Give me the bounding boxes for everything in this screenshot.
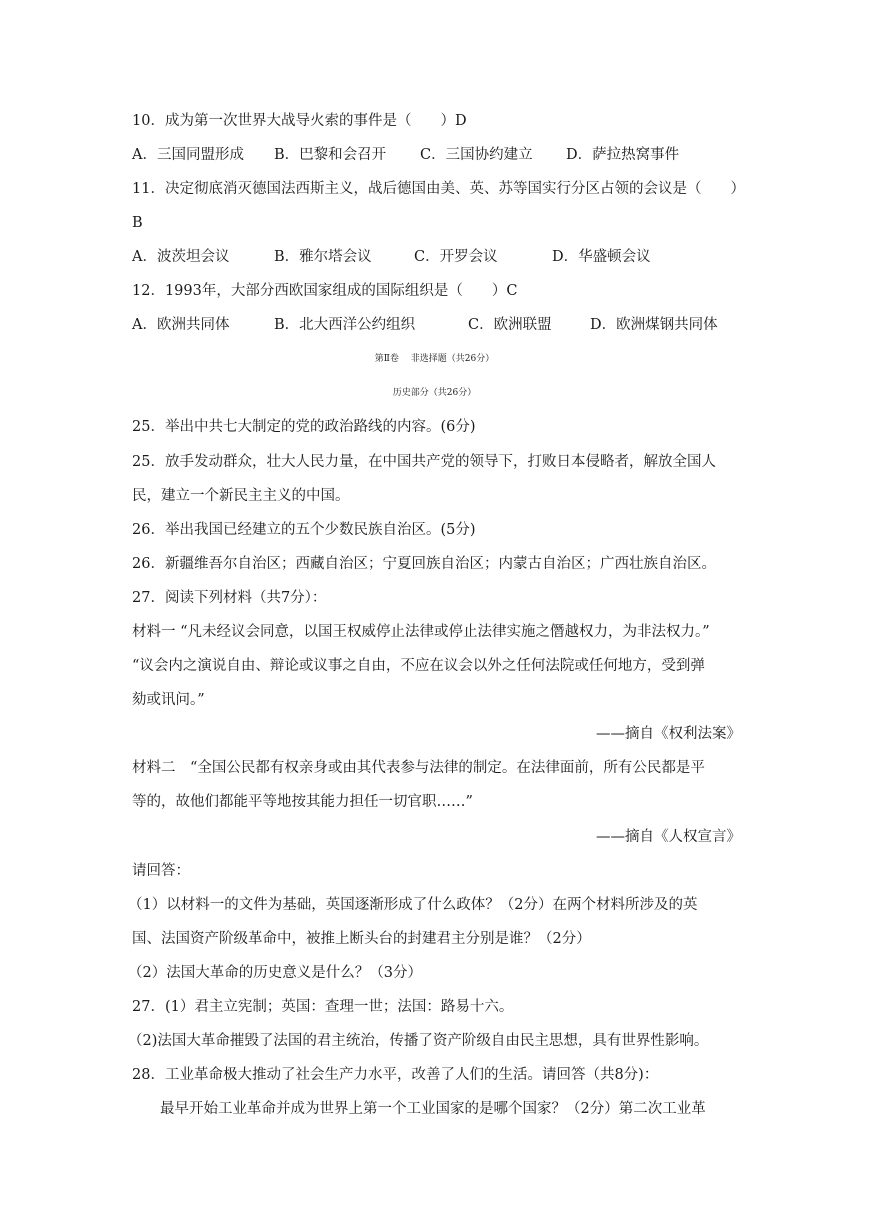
q27-sub1-line2: 国、法国资产阶级革命中，被推上断头台的封建君主分别是谁？（2分） — [132, 931, 591, 947]
q27-intro: 27．阅读下列材料（共7分）： — [132, 590, 327, 606]
q27-material1-line1: 材料一 “凡未经议会同意，以国王权威停止法律或停止法律实施之僭越权力，为非法权力。” — [132, 624, 710, 640]
q11-stem: 11．决定彻底消灭德国法西斯主义，战后德国由美、英、苏等国实行分区占领的会议是（ ） — [132, 181, 745, 197]
q27-prompt: 请回答： — [132, 863, 190, 879]
q28-intro: 28．工业革命极大推动了社会生产力水平，改善了人们的生活。请回答（共8分)： — [132, 1067, 659, 1083]
q25-answer-line2: 民，建立一个新民主主义的中国。 — [132, 488, 350, 504]
q10-option-d: D．萨拉热窝事件 — [566, 147, 680, 163]
q27-material2-line2: 等的，故他们都能平等地按其能力担任一切官职……” — [132, 794, 473, 810]
q27-answer2: （2)法国大革命摧毁了法国的君主统治，传播了资产阶级自由民主思想，具有世界性影响。 — [128, 1033, 709, 1049]
q27-material2-line1: 材料二 “全国公民都有权亲身或由其代表参与法律的制定。在法律面前，所有公民都是平 — [132, 760, 705, 776]
q12-option-d: D．欧洲煤钢共同体 — [590, 317, 718, 333]
q10-option-b: B．巴黎和会召开 — [274, 147, 387, 163]
q11-option-d: D．华盛顿会议 — [552, 249, 651, 265]
q27-material1-line3: 劾或讯问。” — [132, 692, 205, 708]
q10-option-c: C．三国协约建立 — [420, 147, 533, 163]
section-subtitle: 历史部分（共26分） — [392, 388, 477, 398]
q26-question: 26．举出我国已经建立的五个少数民族自治区。(5分) — [132, 522, 476, 538]
q26-answer: 26．新疆维吾尔自治区；西藏自治区；宁夏回族自治区；内蒙古自治区；广西壮族自治区。 — [132, 556, 716, 572]
q27-source2: ——摘自《人权宣言》 — [596, 829, 741, 845]
q27-sub1-line1: （1）以材料一的文件为基础，英国逐渐形成了什么政体？（2分）在两个材料所涉及的英 — [128, 897, 698, 913]
q11-answer: B — [132, 215, 143, 231]
q12-stem: 12．1993年，大部分西欧国家组成的国际组织是（ ）C — [132, 283, 518, 299]
q27-answer1: 27．(1）君主立宪制；英国：查理一世；法国：路易十六。 — [132, 999, 514, 1015]
q10-stem: 10．成为第一次世界大战导火索的事件是（ ）D — [132, 113, 467, 129]
q12-option-b: B．北大西洋公约组织 — [274, 317, 416, 333]
q12-option-a: A．欧洲共同体 — [132, 317, 230, 333]
section-title: 第Ⅱ卷 非选择题（共26分） — [374, 354, 495, 364]
q27-sub2: （2）法国大革命的历史意义是什么？（3分） — [128, 965, 422, 981]
q25-answer-line1: 25．放手发动群众，壮大人民力量，在中国共产党的领导下，打败日本侵略者，解放全国人 — [132, 454, 716, 470]
q27-source1: ——摘自《权利法案》 — [596, 726, 741, 742]
q11-option-a: A．波茨坦会议 — [132, 249, 230, 265]
q25-question: 25．举出中共七大制定的党的政治路线的内容。(6分) — [132, 419, 476, 435]
q27-material1-line2: “议会内之演说自由、辩论或议事之自由，不应在议会以外之任何法院或任何地方，受到弹 — [132, 658, 705, 674]
q11-option-b: B．雅尔塔会议 — [274, 249, 372, 265]
q10-option-a: A．三国同盟形成 — [132, 147, 244, 163]
q28-line1: 最早开始工业革命并成为世界上第一个工业国家的是哪个国家？（2分）第二次工业革 — [160, 1101, 706, 1117]
q11-option-c: C．开罗会议 — [414, 249, 498, 265]
q12-option-c: C．欧洲联盟 — [468, 317, 552, 333]
